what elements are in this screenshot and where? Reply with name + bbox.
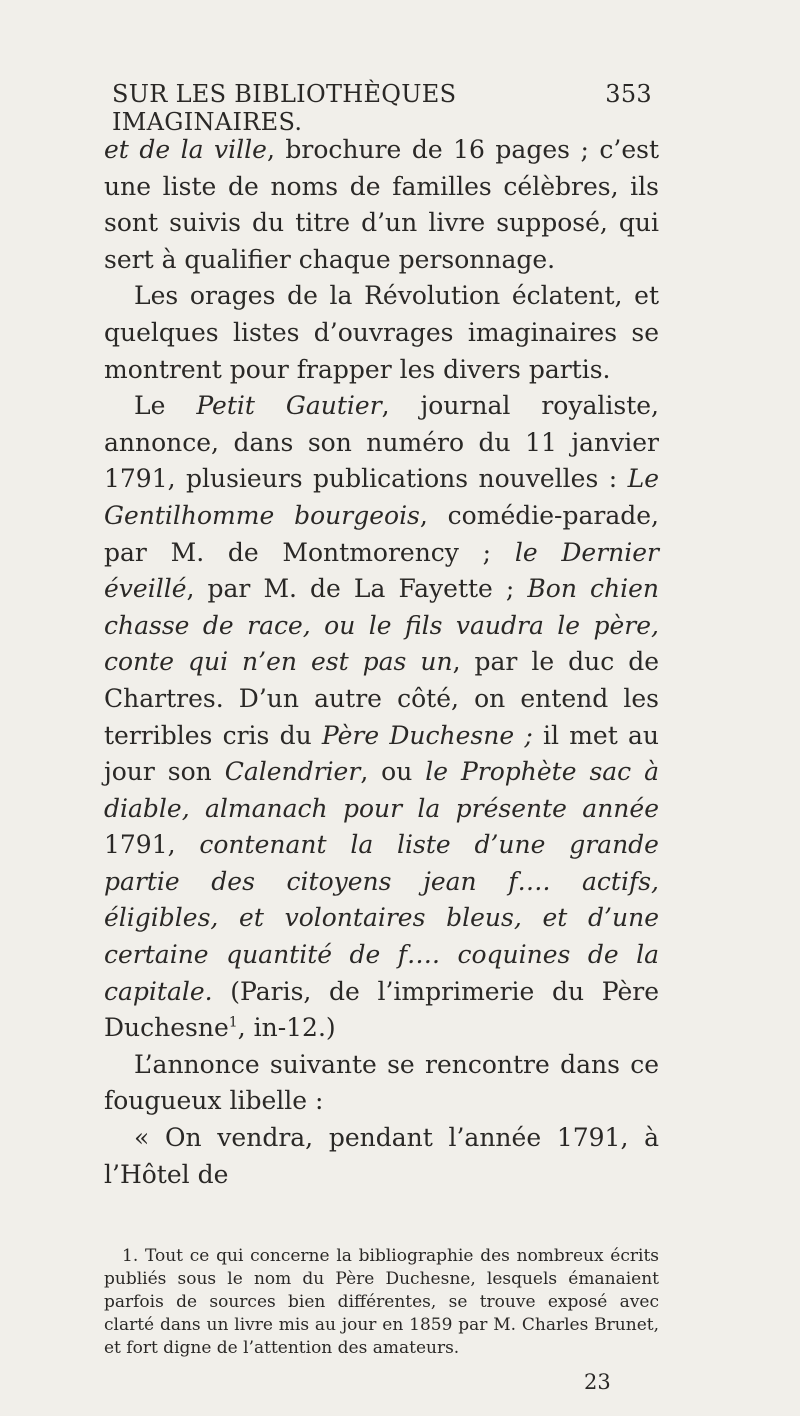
italic-text: Père Duchesne ; xyxy=(321,720,533,750)
body-text xyxy=(104,132,659,1193)
text-run: , par le duc de Chartres. D’un autre côté, on entend les terribles cris du xyxy=(104,647,659,750)
text-run: , in-12.) xyxy=(237,1013,336,1043)
page-number: 353 xyxy=(605,80,652,108)
text-run: Le xyxy=(134,391,197,421)
paragraph xyxy=(104,132,659,278)
italic-text: Bon chien chasse de race, ou le fils vaudra le père, conte qui n’en est pas un xyxy=(104,574,659,677)
italic-text: contenant la liste d’une grande partie des citoyens jean f…. actifs, éligibles, et volontaires bleus, et d’une certaine quantité de f…. coquines de la capitale. xyxy=(104,830,659,1006)
running-title: SUR LES BIBLIOTHÈQUES IMAGINAIRES. xyxy=(112,80,457,136)
footnote-ref: 1 xyxy=(228,1014,238,1031)
text-run: , brochure de 16 pages ; c’est une liste de noms de familles célèbres, ils sont suivis du titre d’un livre supposé, qui sert à qualifier chaque personnage. xyxy=(104,135,659,274)
text-run: « On vendra, pendant l’année 1791, à l’Hôtel de xyxy=(104,1123,659,1189)
italic-text: Le Gentilhomme bourgeois xyxy=(104,464,659,530)
paragraph xyxy=(104,278,659,388)
italic-text: et de la ville xyxy=(104,135,267,164)
text-run: L’annonce suivante se rencontre dans ce fougueux libelle : xyxy=(104,1049,659,1116)
paragraph xyxy=(104,1047,659,1120)
italic-text: le Dernier éveillé xyxy=(104,537,660,604)
italic-text: Petit Gautier xyxy=(196,391,382,421)
text-run: Les orages de la Révolution éclatent, et quelques listes d’ouvrages imaginaires se montrent pour frapper les divers partis. xyxy=(104,281,659,384)
text-run: il met au jour son xyxy=(104,720,659,787)
signature-mark: 23 xyxy=(584,1370,611,1394)
footnote xyxy=(104,1245,659,1360)
italic-text: Calendrier xyxy=(224,757,361,787)
text-run: , ou xyxy=(360,757,426,787)
text-run: , journal royaliste, annonce, dans son numéro du 11 janvier 1791, plusieurs publications nouvelles : xyxy=(104,391,659,494)
paragraph xyxy=(104,388,659,1047)
text-run: 1791, xyxy=(104,830,200,860)
text-run: , comédie-parade, par M. de Montmorency ; xyxy=(104,500,659,567)
italic-text: le Prophète sac à diable, almanach pour la présente année xyxy=(104,757,659,823)
text-run: (Paris, de l’imprimerie du Père Duchesne xyxy=(104,976,659,1043)
paragraph xyxy=(104,1120,659,1193)
text-run: , par M. de La Fayette ; xyxy=(186,574,528,604)
footnote-text: 1. Tout ce qui concerne la bibliographie des nombreux écrits publiés sous le nom du Père Duchesne, lesquels émanaient parfois de sources bien différentes, se trouve exposé avec clarté dans un livre mis au jour en 1859 par M. Charles Brunet, et fort digne de l’attention des amateurs. xyxy=(104,1246,659,1358)
